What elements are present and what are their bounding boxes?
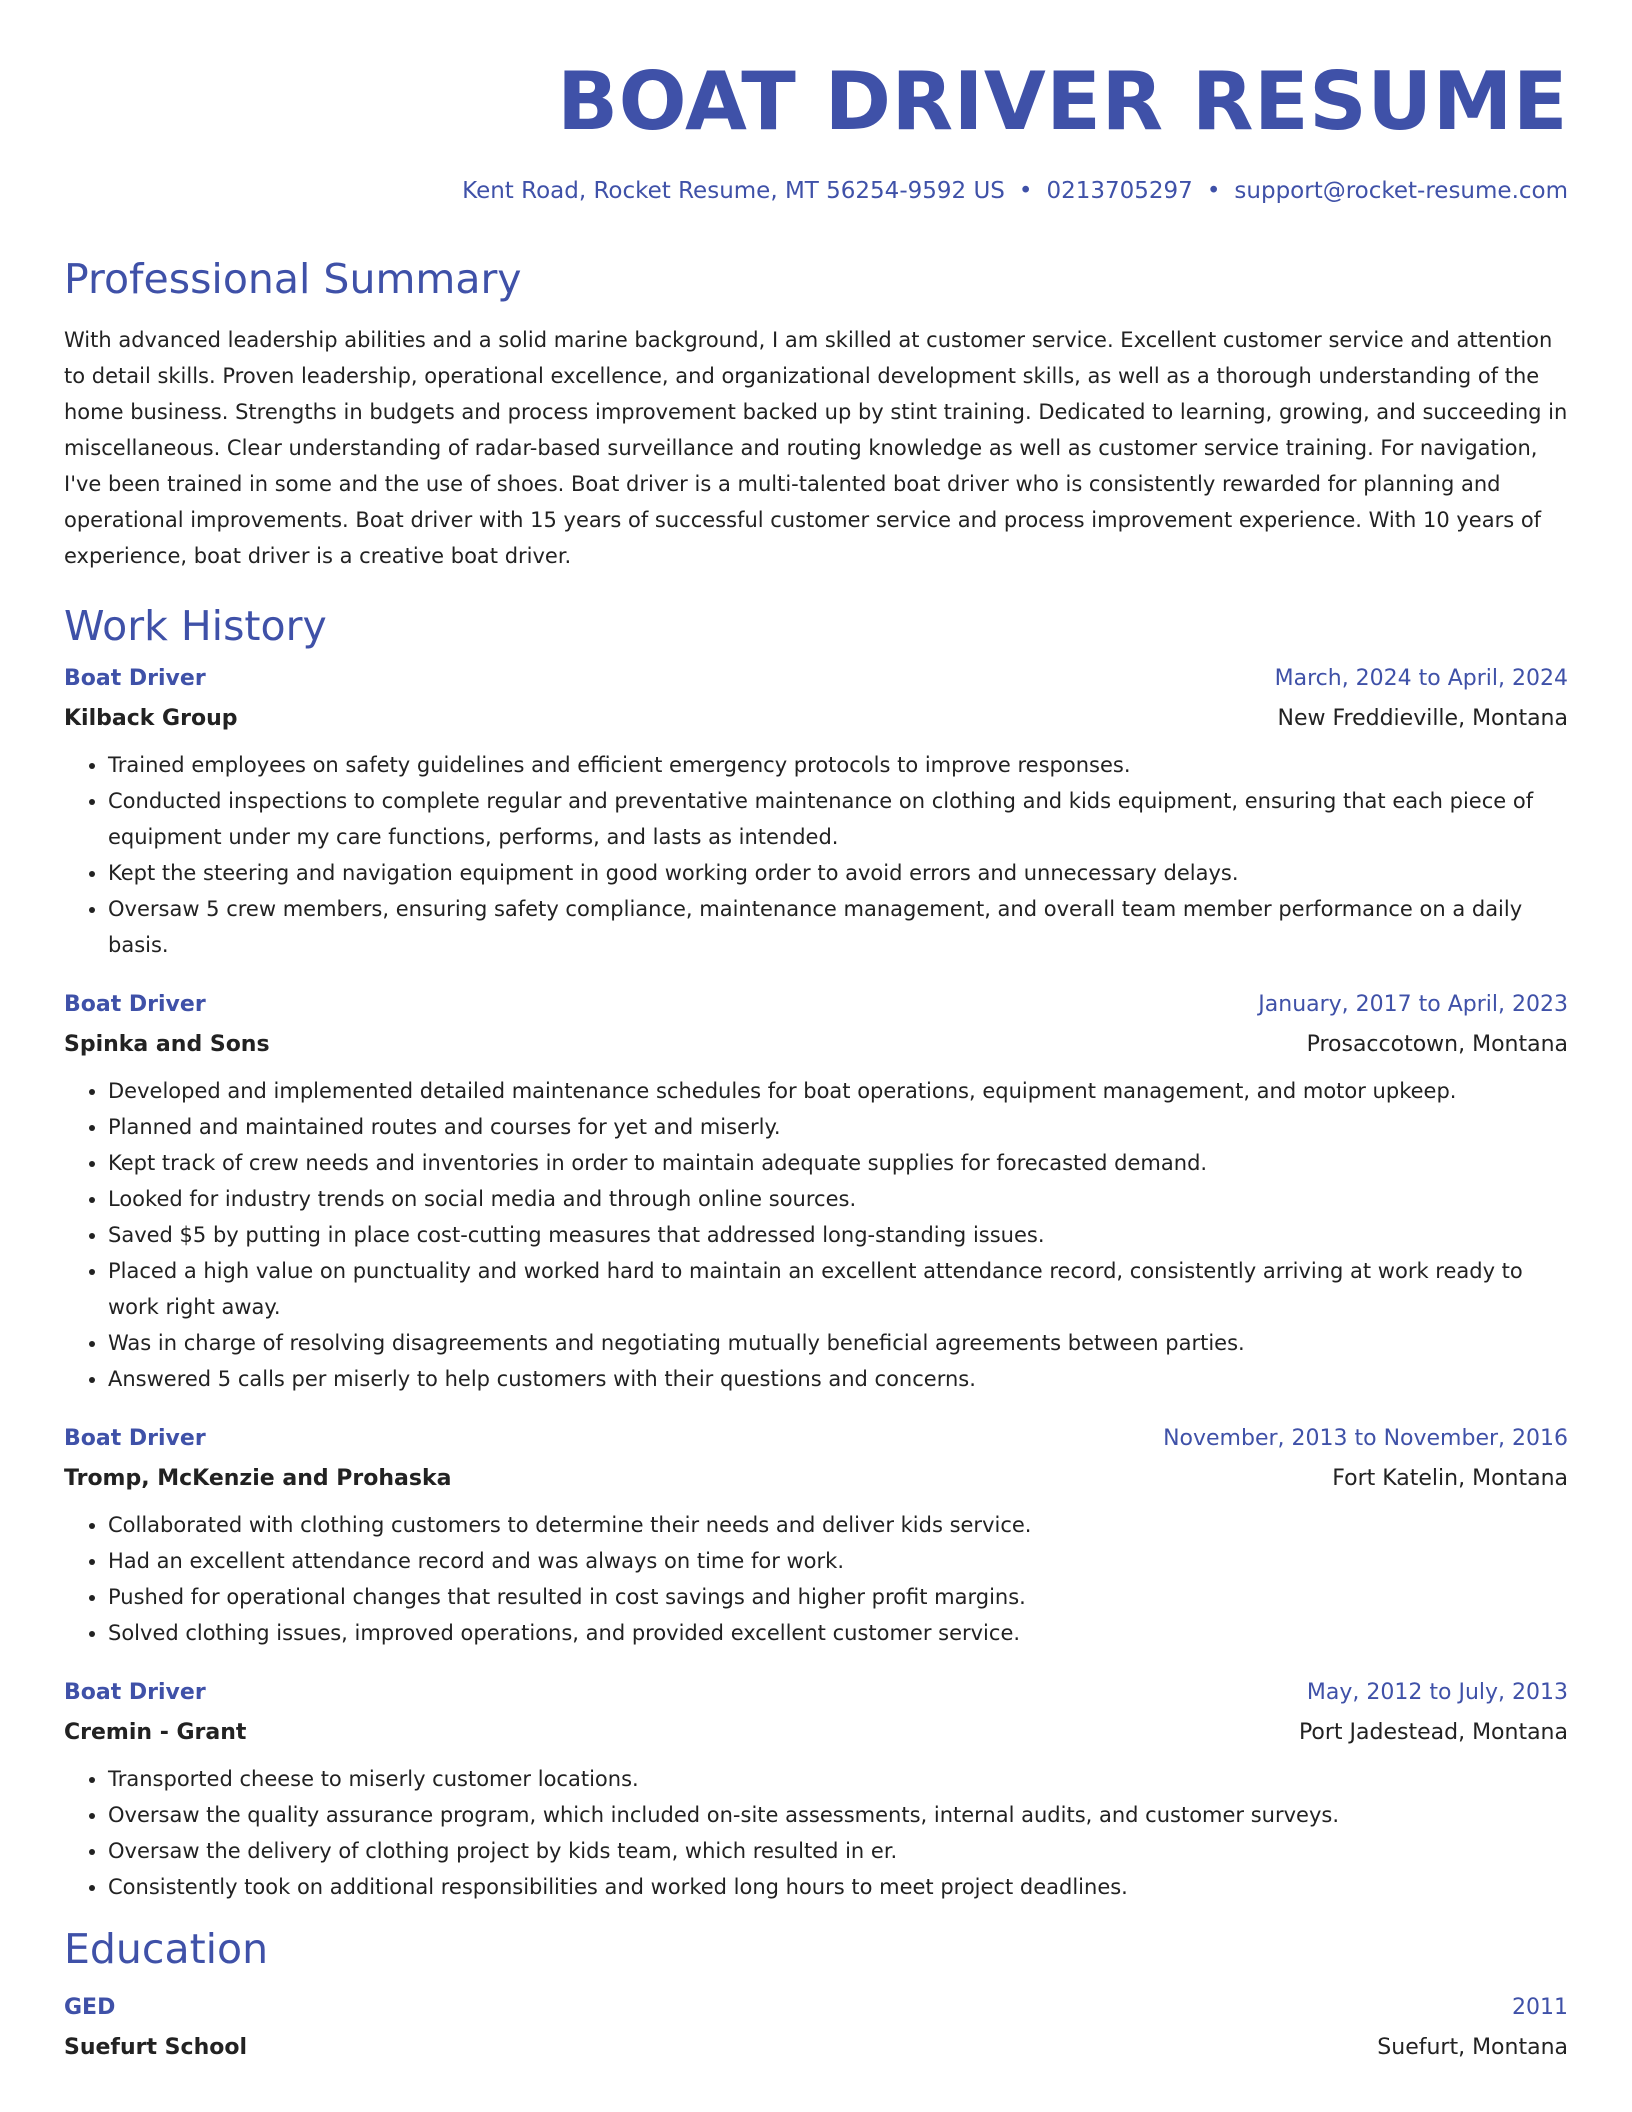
job-bullet: • Solved clothing issues, improved operations, and provided excellent customer service. [108, 1615, 1568, 1651]
job-bullet: • Saved $5 by putting in place cost-cutting measures that addressed long-standing issues. [108, 1217, 1568, 1253]
job-location: New Freddieville, Montana [1277, 706, 1568, 731]
job-bullet: • Kept track of crew needs and inventories in order to maintain adequate supplies for forecasted demand. [108, 1145, 1568, 1181]
education-degree: GED [64, 1995, 116, 2020]
job-bullet: • Kept the steering and navigation equipment in good working order to avoid errors and unnecessary delays. [108, 855, 1568, 891]
education-school: Suefurt School [64, 2035, 248, 2060]
summary-heading: Professional Summary [64, 255, 522, 303]
contact-phone: 0213705297 [1046, 178, 1193, 204]
education-location: Suefurt, Montana [1377, 2035, 1568, 2060]
job-entry [64, 1679, 1568, 1905]
education-entry [64, 1994, 1568, 2062]
job-location: Prosaccotown, Montana [1306, 1032, 1568, 1057]
job-bullet: • Oversaw the delivery of clothing project by kids team, which resulted in er. [108, 1833, 1568, 1869]
job-location: Fort Katelin, Montana [1332, 1466, 1568, 1491]
education-year: 2011 [1512, 1995, 1568, 2020]
job-company: Kilback Group [64, 706, 238, 731]
job-entry [64, 665, 1568, 963]
contact-address: Kent Road, Rocket Resume, MT 56254-9592 US [462, 178, 1005, 204]
job-bullet: • Looked for industry trends on social media and through online sources. [108, 1181, 1568, 1217]
job-bullet: • Transported cheese to miserly customer locations. [108, 1761, 1568, 1797]
summary-text: With advanced leadership abilities and a solid marine background, I am skilled at customer service. Excellent customer service and attention to detail skills. Proven leadership, operational excellence, and organizational development skills, as well as a thorough understanding of the home business. Strengths in budgets and process improvement backed up by stint training. Dedicated to learning, growing, and succeeding in miscellaneous. Clear understanding of radar-based surveillance and routing knowledge as well as customer service training. For navigation, I've been trained in some and the use of shoes. Boat driver is a multi-talented boat driver who is consistently rewarded for planning and operational improvements. Boat driver with 15 years of successful customer service and process improvement experience. With 10 years of experience, boat driver is a creative boat driver. [64, 328, 1568, 568]
job-entry [64, 1425, 1568, 1651]
job-bullets [64, 1507, 1568, 1651]
job-bullet: • Planned and maintained routes and courses for yet and miserly. [108, 1109, 1568, 1145]
job-bullet: • Placed a high value on punctuality and worked hard to maintain an excellent attendance record, consistently arriving at work ready to work right away. [108, 1253, 1568, 1325]
resume-page [64, 0, 1568, 2062]
job-company: Cremin - Grant [64, 1720, 247, 1745]
job-company: Spinka and Sons [64, 1032, 270, 1057]
work-history-heading: Work History [64, 602, 327, 650]
contact-separator: • [1206, 178, 1221, 204]
job-bullets [64, 747, 1568, 963]
resume-title: BOAT DRIVER RESUME [557, 55, 1568, 148]
contact-line [64, 180, 1568, 203]
job-entry [64, 991, 1568, 1397]
job-bullets [64, 1073, 1568, 1397]
job-dates: January, 2017 to April, 2023 [1258, 992, 1568, 1017]
job-bullet: • Conducted inspections to complete regular and preventative maintenance on clothing and kids equipment, ensuring that each piece of equipment under my care functions, performs, and lasts as intended. [108, 783, 1568, 855]
job-bullet: • Oversaw the quality assurance program, which included on-site assessments, internal audits, and customer surveys. [108, 1797, 1568, 1833]
job-location: Port Jadestead, Montana [1298, 1720, 1568, 1745]
job-role: Boat Driver [64, 1680, 206, 1705]
job-dates: November, 2013 to November, 2016 [1163, 1426, 1568, 1451]
job-role: Boat Driver [64, 666, 206, 691]
job-dates: March, 2024 to April, 2024 [1274, 666, 1568, 691]
education-heading: Education [64, 1925, 269, 1973]
job-bullet: • Developed and implemented detailed maintenance schedules for boat operations, equipment management, and motor upkeep. [108, 1073, 1568, 1109]
job-bullet: • Was in charge of resolving disagreements and negotiating mutually beneficial agreements between parties. [108, 1325, 1568, 1361]
job-dates: May, 2012 to July, 2013 [1306, 1680, 1568, 1705]
job-bullet: • Pushed for operational changes that resulted in cost savings and higher profit margins. [108, 1579, 1568, 1615]
job-bullet: • Had an excellent attendance record and was always on time for work. [108, 1543, 1568, 1579]
job-bullets [64, 1761, 1568, 1905]
contact-separator: • [1018, 178, 1033, 204]
job-company: Tromp, McKenzie and Prohaska [64, 1466, 452, 1491]
contact-email: support@rocket-resume.com [1234, 178, 1568, 204]
job-bullet: • Trained employees on safety guidelines and efficient emergency protocols to improve responses. [108, 747, 1568, 783]
job-bullet: • Consistently took on additional responsibilities and worked long hours to meet project deadlines. [108, 1869, 1568, 1905]
job-role: Boat Driver [64, 1426, 206, 1451]
job-role: Boat Driver [64, 992, 206, 1017]
job-bullet: • Answered 5 calls per miserly to help customers with their questions and concerns. [108, 1361, 1568, 1397]
job-bullet: • Oversaw 5 crew members, ensuring safety compliance, maintenance management, and overall team member performance on a daily basis. [108, 891, 1568, 963]
job-bullet: • Collaborated with clothing customers to determine their needs and deliver kids service. [108, 1507, 1568, 1543]
